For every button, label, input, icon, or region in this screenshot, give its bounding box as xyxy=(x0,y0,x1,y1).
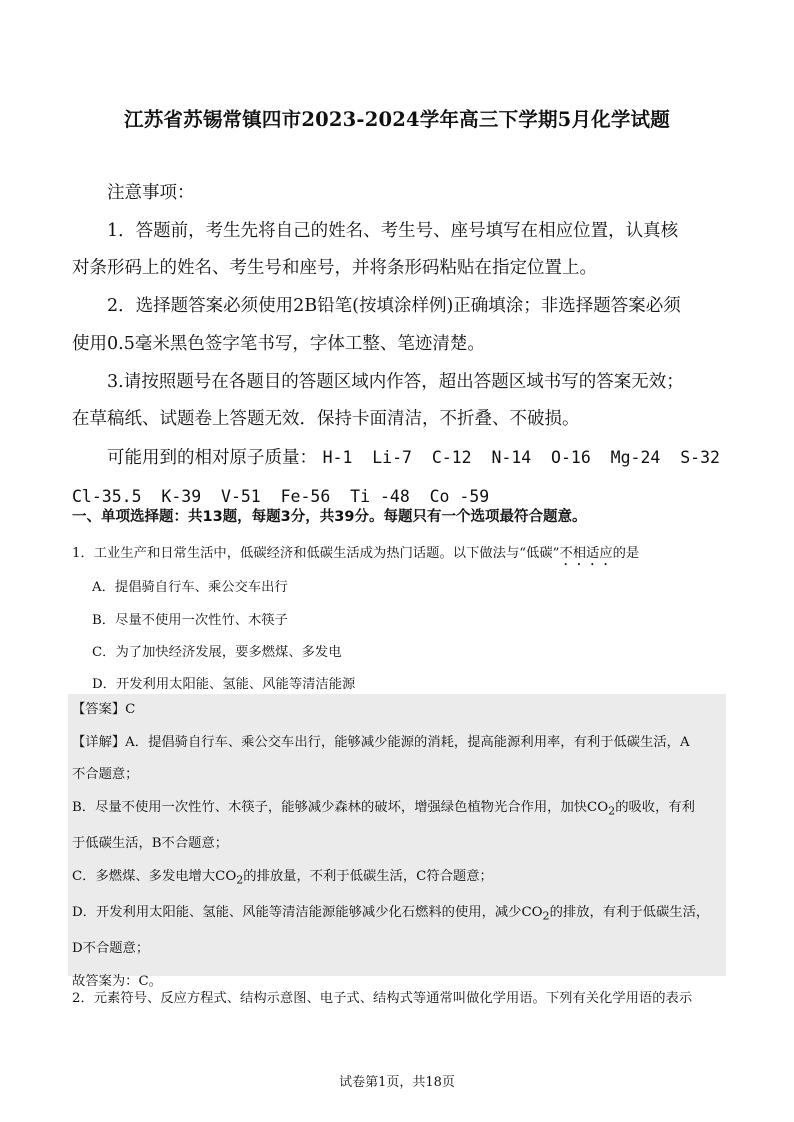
notice-item-3-line-1: 3.请按照题号在各题目的答题区域内作答，超出答题区域书写的答案无效； xyxy=(107,371,684,392)
detail-d-line-1-start: D．开发利用太阳能、氢能、风能等清洁能源能够减少化石燃料的使用，减少CO xyxy=(72,904,543,920)
notice-item-2-line-2: 使用0.5毫米黑色签字笔书写，字体工整、笔迹清楚。 xyxy=(72,333,485,354)
atomic-mass-label: 可能用到的相对原子质量： xyxy=(107,447,317,468)
atomic-mass-values-2: Cl-35.5 K-39 V-51 Fe-56 Ti -48 Co -59 xyxy=(72,486,490,506)
detail-d-line-2: D不合题意； xyxy=(72,941,150,957)
question-1-stem xyxy=(72,542,639,569)
answer-label: 【答案】C xyxy=(72,702,136,717)
question-1-stem-start: 1．工业生产和日常生活中，低碳经济和低碳生活成为热门话题。以下做法与“低碳” xyxy=(72,546,560,561)
notice-heading: 注意事项： xyxy=(107,183,195,203)
exam-title: 江苏省苏锡常镇四市2023-2024学年高三下学期5月化学试题 xyxy=(124,108,670,131)
detail-b-line-1-start: B．尽量不使用一次性竹、木筷子，能够减少森林的破坏，增强绿色植物光合作用，加快CO xyxy=(72,799,609,815)
atomic-mass-values-1: H-1 Li-7 C-12 N-14 O-16 Mg-24 S-32 xyxy=(322,447,720,467)
question-1-option-d: D．开发利用太阳能、氢能、风能等清洁能源 xyxy=(92,677,356,692)
question-1-stem-end: 的是 xyxy=(612,546,640,561)
detail-b-line-1 xyxy=(72,792,726,828)
answer-conclusion: 故答案为：C。 xyxy=(72,973,162,989)
notice-item-2-line-1: 2．选择题答案必须使用2B铅笔(按填涂样例)正确填涂；非选择题答案必须 xyxy=(107,296,681,317)
page-footer: 试卷第1页，共18页 xyxy=(339,1075,455,1090)
co2-subscript: 2 xyxy=(608,804,616,818)
detail-c-line xyxy=(72,861,726,897)
answer-explanation xyxy=(72,694,726,998)
question-1-option-a: A．提倡骑自行车、乘公交车出行 xyxy=(92,580,288,595)
notice-item-1-line-2: 对条形码上的姓名、考生号和座号，并将条形码粘贴在指定位置上。 xyxy=(72,258,597,279)
co2-subscript: 2 xyxy=(236,873,244,887)
atomic-mass-line-1 xyxy=(72,439,726,478)
detail-c-end: 的排放量，不利于低碳生活，C符合题意； xyxy=(243,868,493,884)
question-1-emphasis: 不相适应 xyxy=(559,546,613,561)
section-heading-single-choice: 一、单项选择题：共13题，每题3分，共39分。每题只有一个选项最符合题意。 xyxy=(72,509,587,525)
question-1-option-c: C．为了加快经济发展，要多燃煤、多发电 xyxy=(92,645,342,660)
question-1-option-b: B．尽量不使用一次性竹、木筷子 xyxy=(92,613,288,628)
detail-a-line-1: 【详解】A．提倡骑自行车、乘公交车出行，能够减少能源的消耗，提高能源利用率，有利于低碳生活，A xyxy=(72,734,690,750)
detail-b-line-1-end: 的吸收，有利 xyxy=(615,799,695,815)
co2-subscript: 2 xyxy=(542,909,550,923)
detail-b-line-2: 于低碳生活，B不合题意； xyxy=(72,836,229,852)
detail-d-line-1-end: 的排放，有利于低碳生活， xyxy=(549,904,710,920)
detail-d-line-1 xyxy=(72,897,726,933)
question-2-stem: 2．元素符号、反应方程式、结构示意图、电子式、结构式等通常叫做化学用语。下列有关化学用语的表示 xyxy=(72,991,693,1006)
notice-item-1-line-1: 1．答题前，考生先将自己的姓名、考生号、座号填写在相应位置，认真核 xyxy=(107,220,679,241)
detail-a-line-2: 不合题意； xyxy=(72,767,139,783)
detail-c-start: C．多燃煤、多发电增大CO xyxy=(72,868,237,884)
notice-block xyxy=(72,175,726,515)
notice-item-3-line-2: 在草稿纸、试题卷上答题无效．保持卡面清洁，不折叠、不破损。 xyxy=(72,409,580,430)
